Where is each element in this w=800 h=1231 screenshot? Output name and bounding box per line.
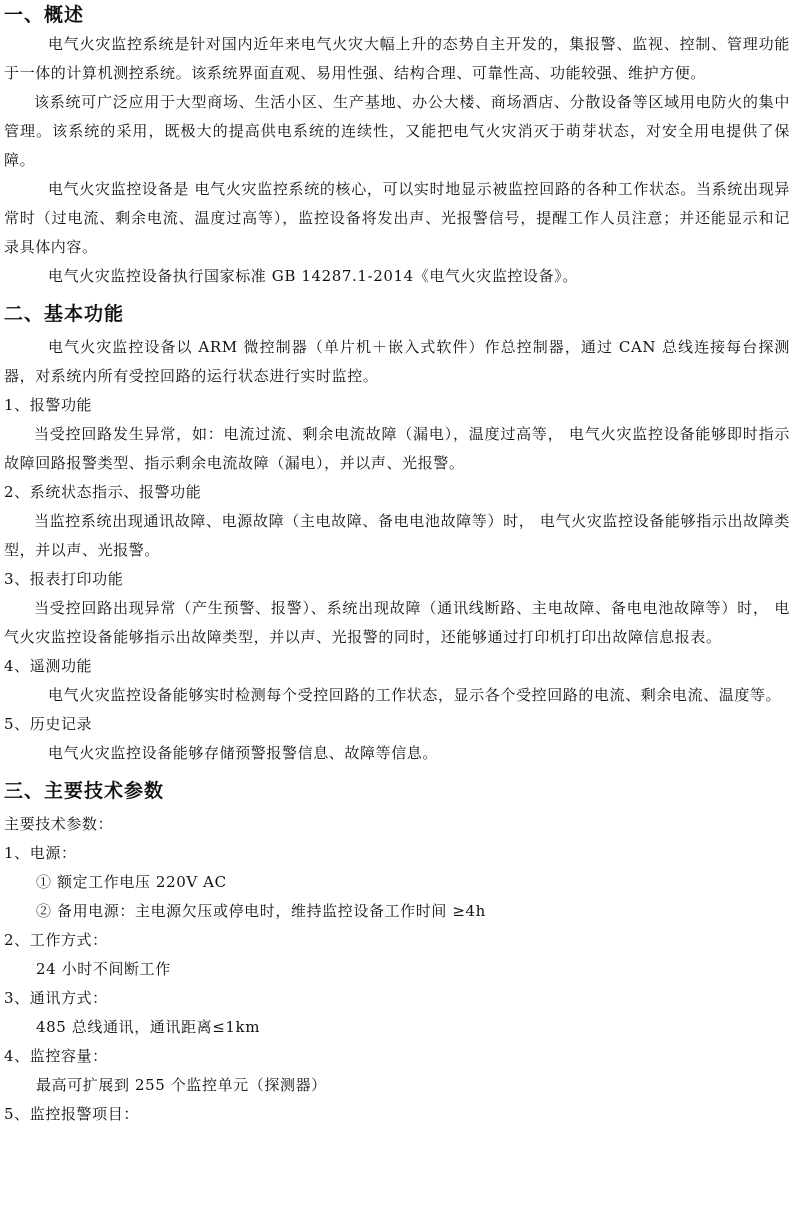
function-heading-status: 2、系统状态指示、报警功能: [4, 483, 202, 501]
functions-intro: 电气火灾监控设备以 ARM 微控制器（单片机＋嵌入式软件）作总控制器，通过 CAN 总线连接每台探测器，对系统内所有受控回路的运行状态进行实时监控。: [4, 338, 790, 385]
param-power-item-2: ② 备用电源：主电源欠压或停电时，维持监控设备工作时间 ≥4h: [36, 902, 486, 920]
param-heading-mode: 2、工作方式：: [4, 931, 108, 949]
section-title-overview: 一、概述: [4, 4, 85, 26]
function-heading-history: 5、历史记录: [4, 715, 93, 733]
param-mode-value: 24 小时不间断工作: [36, 960, 171, 978]
function-heading-print: 3、报表打印功能: [4, 570, 124, 588]
overview-paragraph-2: 该系统可广泛应用于大型商场、生活小区、生产基地、办公大楼、商场酒店、分散设备等区域用电防火的集中管理。该系统的采用，既极大的提高供电系统的连续性，又能把电气火灾消灭于萌芽状态，对安全用电提供了保障。: [4, 93, 790, 169]
function-heading-alarm: 1、报警功能: [4, 396, 93, 414]
param-capacity-value: 最高可扩展到 255 个监控单元（探测器）: [36, 1076, 327, 1094]
function-text-telemetry: 电气火灾监控设备能够实时检测每个受控回路的工作状态，显示各个受控回路的电流、剩余电流、温度等。: [48, 686, 782, 704]
param-heading-comm: 3、通讯方式：: [4, 989, 108, 1007]
params-intro: 主要技术参数：: [4, 815, 114, 833]
function-text-print: 当受控回路出现异常（产生预警、报警）、系统出现故障（通讯线断路、主电故障、备电电池故障等）时， 电气火灾监控设备能够指示出故障类型，并以声、光报警的同时，还能够通过打印机打印出故障信息报表。: [4, 599, 790, 646]
section-title-params: 三、主要技术参数: [4, 780, 165, 802]
function-text-history: 电气火灾监控设备能够存储预警报警信息、故障等信息。: [48, 744, 439, 762]
param-heading-power: 1、电源：: [4, 844, 77, 862]
overview-paragraph-3: 电气火灾监控设备是 电气火灾监控系统的核心，可以实时地显示被监控回路的各种工作状态。当系统出现异常时（过电流、剩余电流、温度过高等），监控设备将发出声、光报警信号，提醒工作人员注意；并还能显示和记录具体内容。: [4, 180, 790, 256]
section-title-functions: 二、基本功能: [4, 303, 125, 325]
overview-paragraph-4: 电气火灾监控设备执行国家标准 GB 14287.1-2014《电气火灾监控设备》。: [48, 267, 578, 285]
param-comm-value: 485 总线通讯，通讯距离≤1km: [36, 1018, 261, 1036]
param-power-item-1: ① 额定工作电压 220V AC: [36, 873, 227, 891]
function-text-alarm: 当受控回路发生异常，如：电流过流、剩余电流故障（漏电），温度过高等， 电气火灾监控设备能够即时指示故障回路报警类型、指示剩余电流故障（漏电），并以声、光报警。: [4, 425, 790, 472]
param-heading-alarm-items: 5、监控报警项目：: [4, 1105, 139, 1123]
function-text-status: 当监控系统出现通讯故障、电源故障（主电故障、备电电池故障等）时， 电气火灾监控设备能够指示出故障类型，并以声、光报警。: [4, 512, 790, 559]
overview-paragraph-1: 电气火灾监控系统是针对国内近年来电气火灾大幅上升的态势自主开发的，集报警、监视、控制、管理功能于一体的计算机测控系统。该系统界面直观、易用性强、结构合理、可靠性高、功能较强、维护方便。: [4, 35, 790, 82]
param-heading-capacity: 4、监控容量：: [4, 1047, 108, 1065]
function-heading-telemetry: 4、遥测功能: [4, 657, 93, 675]
